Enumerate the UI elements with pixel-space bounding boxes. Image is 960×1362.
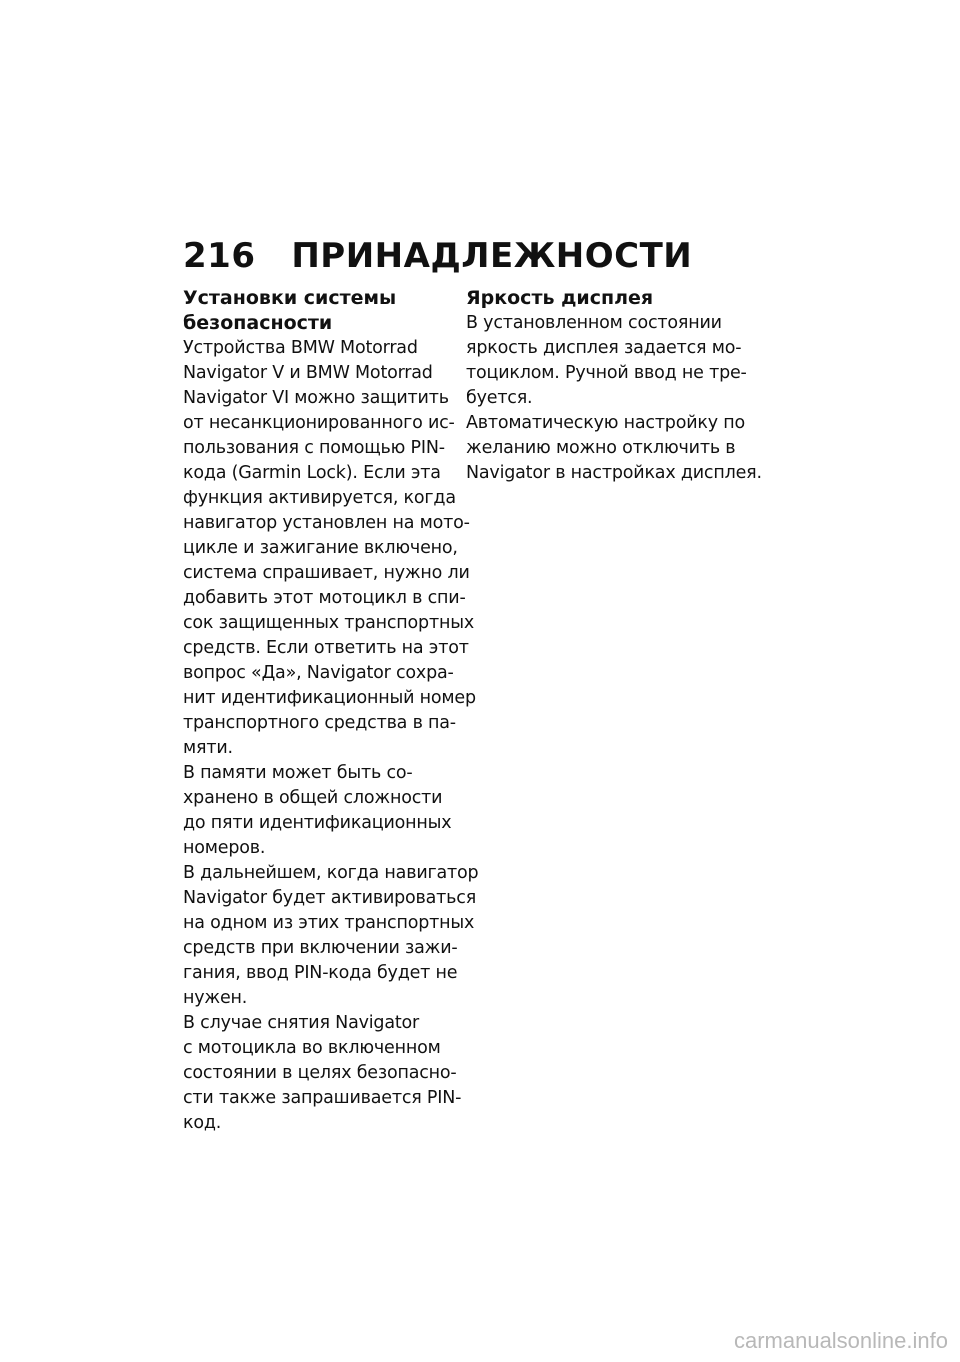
text-line: Navigator VI можно защитить	[183, 388, 449, 408]
text-line: В установленном состоянии	[466, 313, 722, 333]
text-line: система спрашивает, нужно ли	[183, 563, 470, 583]
text-line: Автоматическую настройку по	[466, 413, 746, 433]
text-line: В памяти может быть со-	[183, 763, 413, 783]
text-line: номеров.	[183, 838, 266, 858]
text-line: хранено в общей сложности	[183, 788, 443, 808]
brightness-body-text	[466, 311, 762, 486]
text-line: Устройства BMW Motorrad	[183, 338, 418, 358]
text-line: Navigator V и BMW Motorrad	[183, 363, 433, 383]
text-line: В дальнейшем, когда навигатор	[183, 863, 479, 883]
text-line: Navigator в настройках дисплея.	[466, 463, 762, 483]
left-column	[183, 286, 479, 1136]
text-line: от несанкционированного ис-	[183, 413, 455, 433]
text-line: состоянии в целях безопасно-	[183, 1063, 457, 1083]
text-line: гания, ввод PIN-кода будет не	[183, 963, 458, 983]
text-line: код.	[183, 1113, 222, 1133]
text-line: добавить этот мотоцикл в спи-	[183, 588, 466, 608]
text-line: сти также запрашивается PIN-	[183, 1088, 462, 1108]
text-line: буется.	[466, 388, 533, 408]
text-line: транспортного средства в па-	[183, 713, 456, 733]
text-line: до пяти идентификационных	[183, 813, 452, 833]
page-header	[183, 236, 692, 276]
chapter-title: ПРИНАДЛЕЖНОСТИ	[291, 236, 693, 276]
right-column	[466, 286, 762, 486]
section-title-security	[183, 286, 455, 336]
page-number: 216	[183, 236, 256, 276]
text-line: пользования с помощью PIN-	[183, 438, 445, 458]
text-line: функция активируется, когда	[183, 488, 456, 508]
text-line: В случае снятия Navigator	[183, 1013, 420, 1033]
text-line: вопрос «Да», Navigator сохра-	[183, 663, 454, 683]
section-title-line: безопасности	[183, 312, 333, 334]
section-title-line: Установки системы	[183, 287, 397, 309]
section-title-line: Яркость дисплея	[466, 287, 654, 309]
text-line: кода (Garmin Lock). Если эта	[183, 463, 441, 483]
text-line: с мотоцикла во включенном	[183, 1038, 441, 1058]
text-line: на одном из этих транспортных	[183, 913, 475, 933]
watermark: carmanualsonline.info	[733, 1328, 948, 1353]
text-line: нит идентификационный номер	[183, 688, 476, 708]
text-line: навигатор установлен на мото-	[183, 513, 470, 533]
text-line: тоциклом. Ручной ввод не тре-	[466, 363, 747, 383]
text-line: сок защищенных транспортных	[183, 613, 474, 633]
text-line: Navigator будет активироваться	[183, 888, 477, 908]
text-line: яркость дисплея задается мо-	[466, 338, 742, 358]
text-line: мяти.	[183, 738, 233, 758]
text-line: нужен.	[183, 988, 248, 1008]
text-line: цикле и зажигание включено,	[183, 538, 458, 558]
text-line: средств при включении зажи-	[183, 938, 458, 958]
section-title-brightness	[466, 286, 738, 311]
security-body-text	[183, 336, 479, 1136]
text-line: средств. Если ответить на этот	[183, 638, 469, 658]
text-line: желанию можно отключить в	[466, 438, 736, 458]
